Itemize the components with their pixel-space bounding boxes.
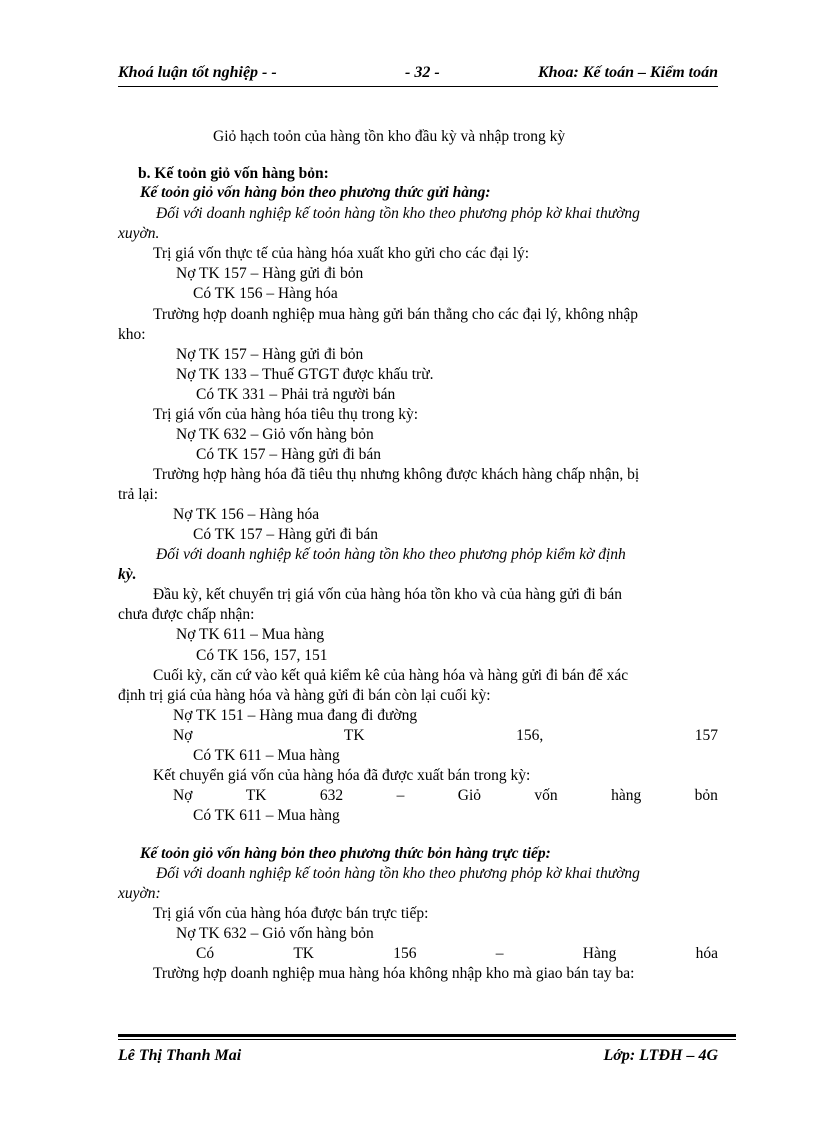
paragraph-line: Trường hợp doanh nghiệp mua hàng hóa không nhập kho mà giao bán tay ba: — [153, 965, 635, 982]
word: 156, — [516, 727, 544, 744]
paragraph-line: Trị giá vốn của hàng hóa được bán trực tiếp: — [153, 905, 429, 922]
word: vốn — [534, 787, 558, 804]
paragraph-line: Trị giá vốn của hàng hóa tiêu thụ trong kỳ: — [153, 406, 419, 423]
word: 157 — [694, 727, 718, 744]
word: Giỏ — [457, 787, 481, 804]
paragraph-line: Đầu kỳ, kết chuyển trị giá vốn của hàng hóa tồn kho và của hàng gửi đi bán — [153, 586, 622, 603]
footer-class: Lớp: LTĐH – 4G — [603, 1047, 718, 1064]
subsection-heading: Kế toỏn giỏ vốn hàng bỏn theo phương thức bỏn hàng trực tiếp: — [140, 845, 551, 862]
paragraph-line: định trị giá của hàng hóa và hàng gửi đi bán còn lại cuối kỳ: — [118, 687, 491, 704]
entry-line-justified — [196, 945, 718, 963]
word: hàng — [611, 787, 642, 804]
paragraph-line: kho: — [118, 326, 146, 343]
word: – — [396, 787, 405, 804]
paragraph-line: kỳ. — [118, 566, 137, 583]
paragraph-line: trả lại: — [118, 486, 159, 503]
header-rule — [118, 86, 718, 87]
paragraph-line: xuyờn. — [118, 225, 160, 242]
paragraph-line: Trường hợp hàng hóa đã tiêu thụ nhưng không được khách hàng chấp nhận, bị — [153, 466, 640, 483]
word: – — [495, 945, 504, 962]
paragraph-line: Đối với doanh nghiệp kế toỏn hàng tồn kho theo phương phỏp kờ khai thường — [156, 205, 640, 222]
entry-line: Có TK 157 – Hàng gửi đi bán — [193, 526, 379, 543]
paragraph-line: Trị giá vốn thực tế của hàng hóa xuất kho gửi cho các đại lý: — [153, 245, 530, 262]
footer-rule-thin — [118, 1039, 736, 1040]
entry-line-justified — [173, 787, 718, 805]
word: 632 — [319, 787, 344, 804]
word: TK — [343, 727, 365, 744]
entry-line: Nợ TK 157 – Hàng gửi đi bỏn — [176, 265, 364, 282]
word: Hàng — [582, 945, 617, 962]
entry-line: Có TK 156, 157, 151 — [196, 647, 328, 664]
header-page-number: - 32 - — [405, 64, 440, 81]
word: Có — [196, 945, 215, 962]
entry-line: Có TK 157 – Hàng gửi đi bán — [196, 446, 382, 463]
caption-line: Giỏ hạch toỏn của hàng tồn kho đầu kỳ và nhập trong kỳ — [213, 128, 566, 145]
word: Nợ — [173, 787, 193, 804]
entry-line: Có TK 611 – Mua hàng — [193, 807, 340, 824]
subsection-heading: Kế toỏn giỏ vốn hàng bỏn theo phương thức gửi hàng: — [140, 184, 491, 201]
entry-line-justified — [173, 727, 718, 745]
paragraph-line: Kết chuyển giá vốn của hàng hóa đã được xuất bán trong kỳ: — [153, 767, 531, 784]
footer-author: Lê Thị Thanh Mai — [118, 1047, 242, 1064]
entry-line: Nợ TK 157 – Hàng gửi đi bỏn — [176, 346, 364, 363]
entry-line: Có TK 156 – Hàng hóa — [193, 285, 338, 302]
entry-line: Nợ TK 156 – Hàng hóa — [173, 506, 320, 523]
paragraph-line: Đối với doanh nghiệp kế toỏn hàng tồn kho theo phương phỏp kiểm kờ định — [156, 546, 626, 563]
word: TK — [293, 945, 315, 962]
word: bỏn — [694, 787, 718, 804]
header-faculty: Khoa: Kế toán – Kiểm toán — [537, 64, 718, 81]
entry-line: Nợ TK 133 – Thuế GTGT được khấu trừ. — [176, 366, 434, 383]
entry-line: Có TK 611 – Mua hàng — [193, 747, 340, 764]
word: hóa — [695, 945, 718, 962]
word: TK — [245, 787, 267, 804]
entry-line: Nợ TK 632 – Giỏ vốn hàng bỏn — [176, 426, 374, 443]
word: 156 — [393, 945, 417, 962]
entry-line: Nợ TK 632 – Giỏ vốn hàng bỏn — [176, 925, 374, 942]
entry-line: Nợ TK 611 – Mua hàng — [176, 626, 325, 643]
paragraph-line: chưa được chấp nhận: — [118, 606, 255, 623]
header-thesis-title: Khoá luận tốt nghiệp - - — [118, 64, 277, 81]
entry-line: Nợ TK 151 – Hàng mua đang đi đường — [173, 707, 418, 724]
page-footer — [118, 1047, 718, 1071]
paragraph-line: Trường hợp doanh nghiệp mua hàng gửi bán thẳng cho các đại lý, không nhập — [153, 306, 639, 323]
paragraph-line: Đối với doanh nghiệp kế toỏn hàng tồn kho theo phương phỏp kờ khai thường — [156, 865, 640, 882]
page-header — [118, 62, 718, 86]
paragraph-line: Cuối kỳ, căn cứ vào kết quả kiểm kê của hàng hóa và hàng gửi đi bán để xác — [153, 667, 629, 684]
word: Nợ — [173, 727, 193, 744]
section-heading: b. Kế toỏn giỏ vốn hàng bỏn: — [138, 165, 329, 182]
paragraph-line: xuyờn: — [118, 885, 161, 902]
entry-line: Có TK 331 – Phải trả người bán — [196, 386, 396, 403]
footer-rule-thick — [118, 1034, 736, 1037]
